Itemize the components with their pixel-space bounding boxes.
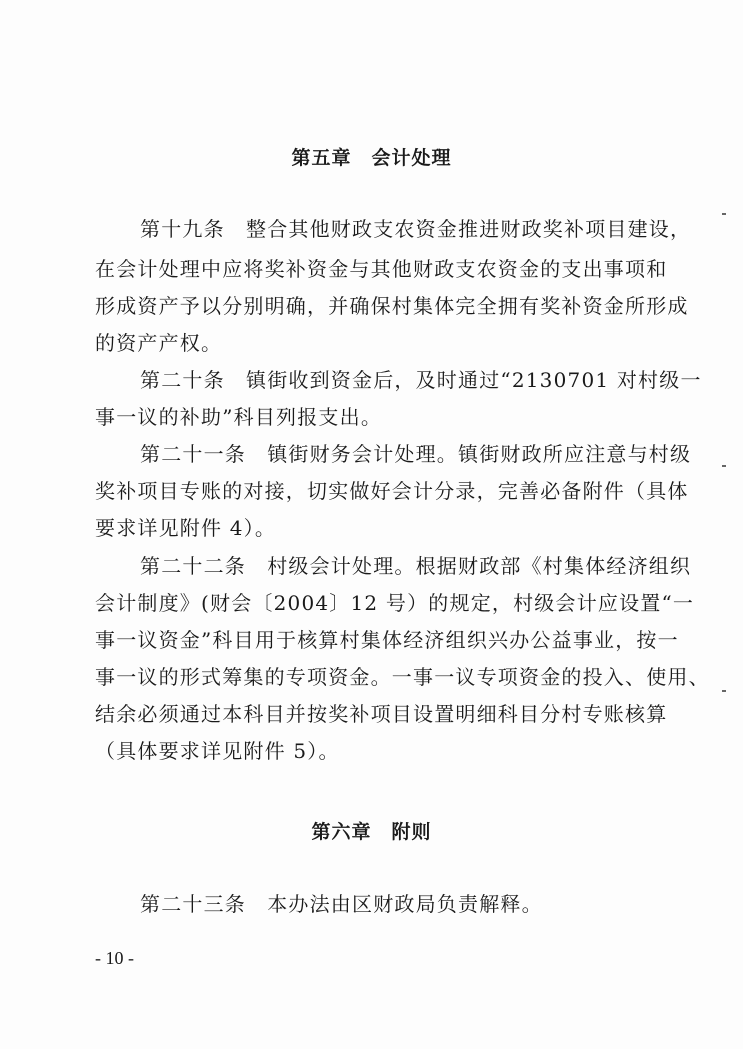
article-19-line-2: 在会计处理中应将奖补资金与其他财政支农资金的支出事项和 bbox=[95, 257, 668, 281]
article-22-line-6: （具体要求详见附件 5）。 bbox=[95, 739, 340, 763]
article-19-line-4: 的资产产权。 bbox=[95, 331, 223, 355]
article-23-line-1: 第二十三条 本办法由区财政局负责解释。 bbox=[140, 892, 543, 916]
scan-mark bbox=[722, 213, 726, 215]
scan-mark bbox=[722, 465, 726, 467]
article-21-line-2: 奖补项目专账的对接，切实做好会计分录，完善必备附件（具体 bbox=[95, 479, 689, 503]
article-22-line-4: 事一议的形式筹集的专项资金。一事一议专项资金的投入、使用、 bbox=[95, 665, 710, 689]
article-21-line-1: 第二十一条 镇街财务会计处理。镇街财政所应注意与村级 bbox=[140, 442, 692, 466]
chapter-6-heading: 第六章 附则 bbox=[311, 821, 432, 843]
article-22-line-3: 事一议资金”科目用于核算村集体经济组织兴办公益事业，按一 bbox=[95, 628, 679, 652]
article-22-line-5: 结余必须通过本科目并按奖补项目设置明细科目分村专账核算 bbox=[95, 702, 668, 726]
article-22-line-1: 第二十二条 村级会计处理。根据财政部《村集体经济组织 bbox=[140, 554, 692, 578]
article-20-line-2: 事一议的补助”科目列报支出。 bbox=[95, 405, 383, 429]
chapter-5-heading: 第五章 会计处理 bbox=[291, 147, 452, 169]
article-19-line-1: 第十九条 整合其他财政支农资金推进财政奖补项目建设， bbox=[140, 217, 692, 241]
article-19-line-3: 形成资产予以分别明确，并确保村集体完全拥有奖补资金所形成 bbox=[95, 294, 689, 318]
page-number: - 10 - bbox=[95, 948, 134, 968]
scan-mark bbox=[722, 690, 726, 692]
article-21-line-3: 要求详见附件 4）。 bbox=[95, 516, 277, 540]
article-20-line-1: 第二十条 镇街收到资金后，及时通过“2130701 对村级一 bbox=[140, 368, 702, 392]
article-22-line-2: 会计制度》(财会〔2004〕12 号）的规定，村级会计应设置“一 bbox=[95, 591, 695, 615]
